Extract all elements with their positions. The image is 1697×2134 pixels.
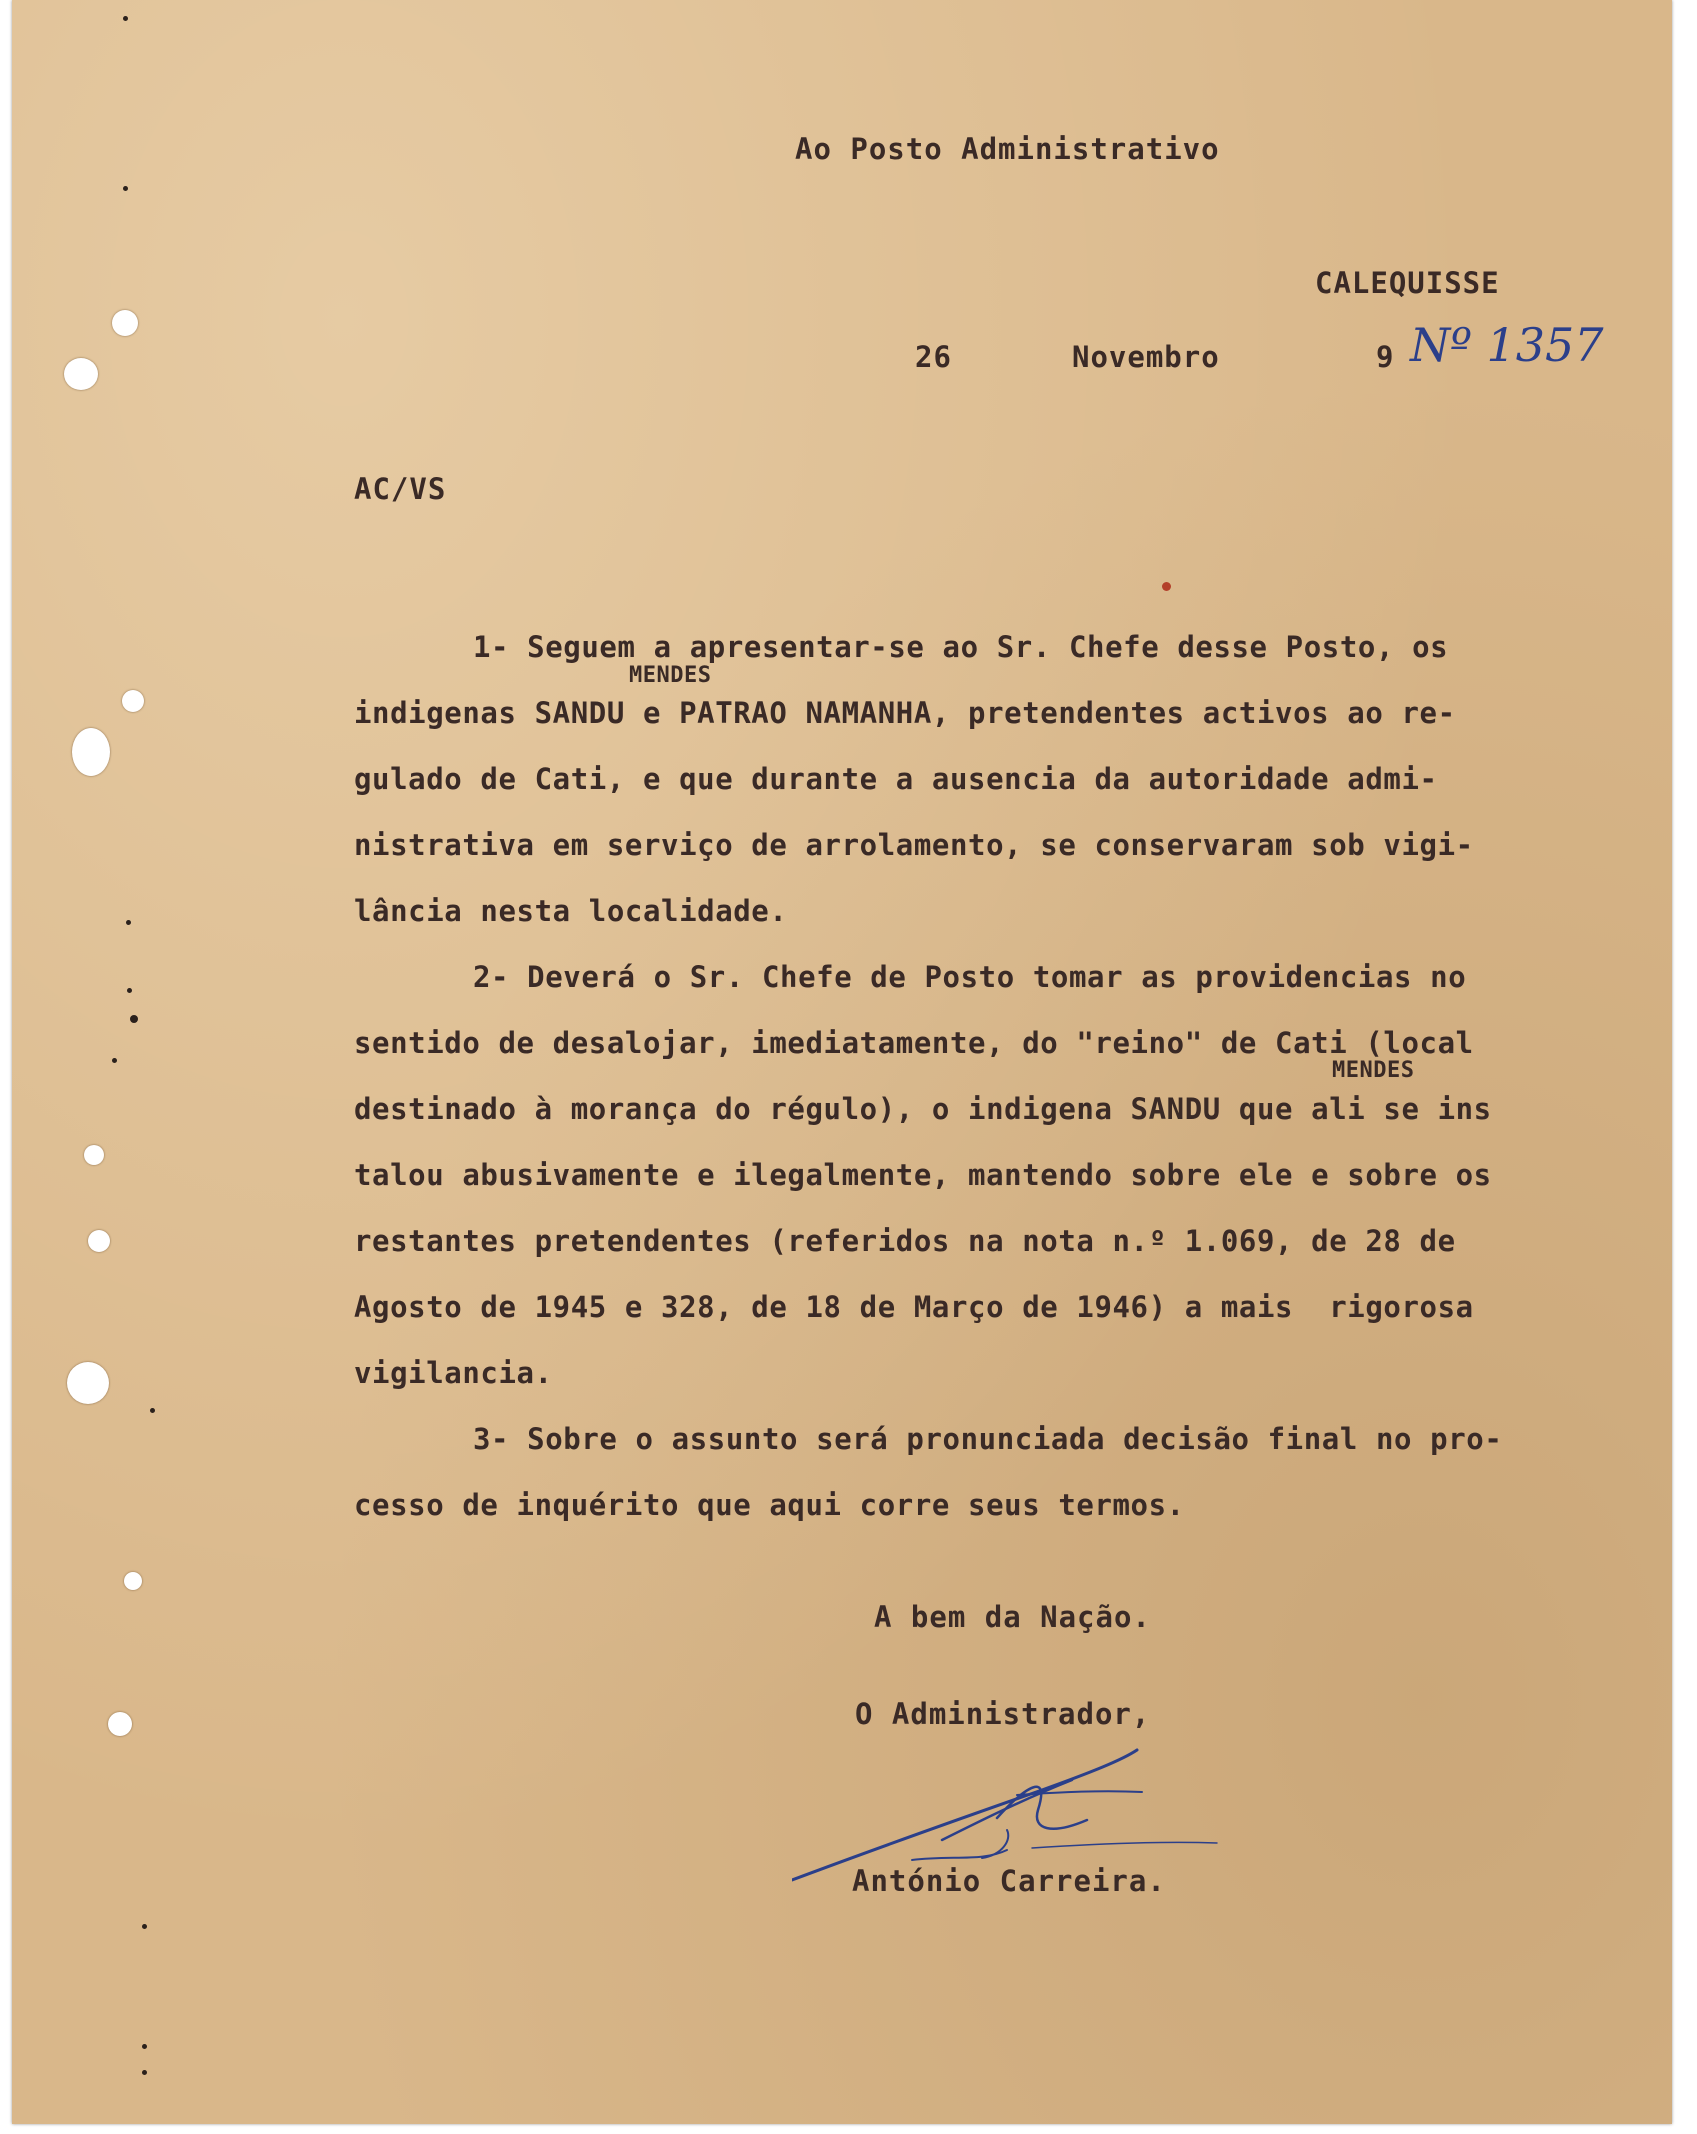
punch-hole (88, 1230, 110, 1252)
margin-speck (126, 920, 131, 925)
paragraph-1-line-2: indigenas SANDU e PATRAO NAMANHA, pretendentes activos ao re- (354, 696, 1456, 730)
punch-hole (64, 358, 98, 390)
margin-speck (123, 186, 128, 191)
place-name: CALEQUISSE (1315, 266, 1500, 300)
closing-salutation: A bem da Nação. (874, 1600, 1151, 1634)
punch-hole (122, 690, 144, 712)
margin-speck (142, 2070, 147, 2075)
margin-speck (142, 1924, 147, 1929)
punch-hole (112, 310, 138, 336)
punch-hole (108, 1712, 132, 1736)
signatory-title: O Administrador, (855, 1697, 1151, 1731)
insertion-mendes-1: MENDES (629, 663, 712, 688)
margin-speck (123, 16, 128, 21)
paragraph-2-line-1: 2- Deverá o Sr. Chefe de Posto tomar as providencias no (473, 960, 1467, 994)
punch-hole (67, 1362, 109, 1404)
paragraph-2-line-2: sentido de desalojar, imediatamente, do "reino" de Cati (local (354, 1026, 1474, 1060)
margin-speck (127, 988, 132, 993)
paragraph-3-line-1: 3- Sobre o assunto será pronunciada decisão final no pro- (473, 1422, 1503, 1456)
punch-hole (124, 1572, 142, 1590)
margin-speck (142, 2044, 147, 2049)
paragraph-1-line-1: 1- Seguem a apresentar-se ao Sr. Chefe desse Posto, os (473, 630, 1449, 664)
punch-hole (84, 1145, 104, 1165)
paragraph-2-line-7: vigilancia. (354, 1356, 553, 1390)
paragraph-2-line-3: destinado à morança do régulo), o indigena SANDU que ali se ins (354, 1092, 1492, 1126)
signatory-name: António Carreira. (852, 1864, 1166, 1898)
paragraph-2-line-6: Agosto de 1945 e 328, de 18 de Março de 1946) a mais rigorosa (354, 1290, 1474, 1324)
margin-speck (150, 1408, 155, 1413)
paragraph-1-line-3: gulado de Cati, e que durante a ausencia da autoridade admi- (354, 762, 1438, 796)
paragraph-1-line-4: nistrativa em serviço de arrolamento, se conservaram sob vigi- (354, 828, 1474, 862)
reference-code: AC/VS (354, 472, 447, 506)
date-day: 26 (915, 340, 952, 374)
handwritten-reference-number: Nº 1357 (1410, 318, 1604, 372)
paragraph-1-line-5: lância nesta localidade. (354, 894, 788, 928)
document-page (12, 0, 1672, 2124)
date-year: 9 (1376, 340, 1395, 374)
paragraph-2-line-4: talou abusivamente e ilegalmente, mantendo sobre ele e sobre os (354, 1158, 1492, 1192)
date-month: Novembro (1072, 340, 1220, 374)
insertion-mendes-2: MENDES (1332, 1058, 1415, 1083)
margin-speck (130, 1015, 138, 1023)
paragraph-2-line-5: restantes pretendentes (referidos na nota n.º 1.069, de 28 de (354, 1224, 1456, 1258)
margin-speck (112, 1058, 117, 1063)
paragraph-3-line-2: cesso de inquérito que aqui corre seus termos. (354, 1488, 1185, 1522)
addressee: Ao Posto Administrativo (795, 132, 1220, 166)
punch-hole (72, 728, 110, 776)
ink-stain (1162, 582, 1171, 591)
